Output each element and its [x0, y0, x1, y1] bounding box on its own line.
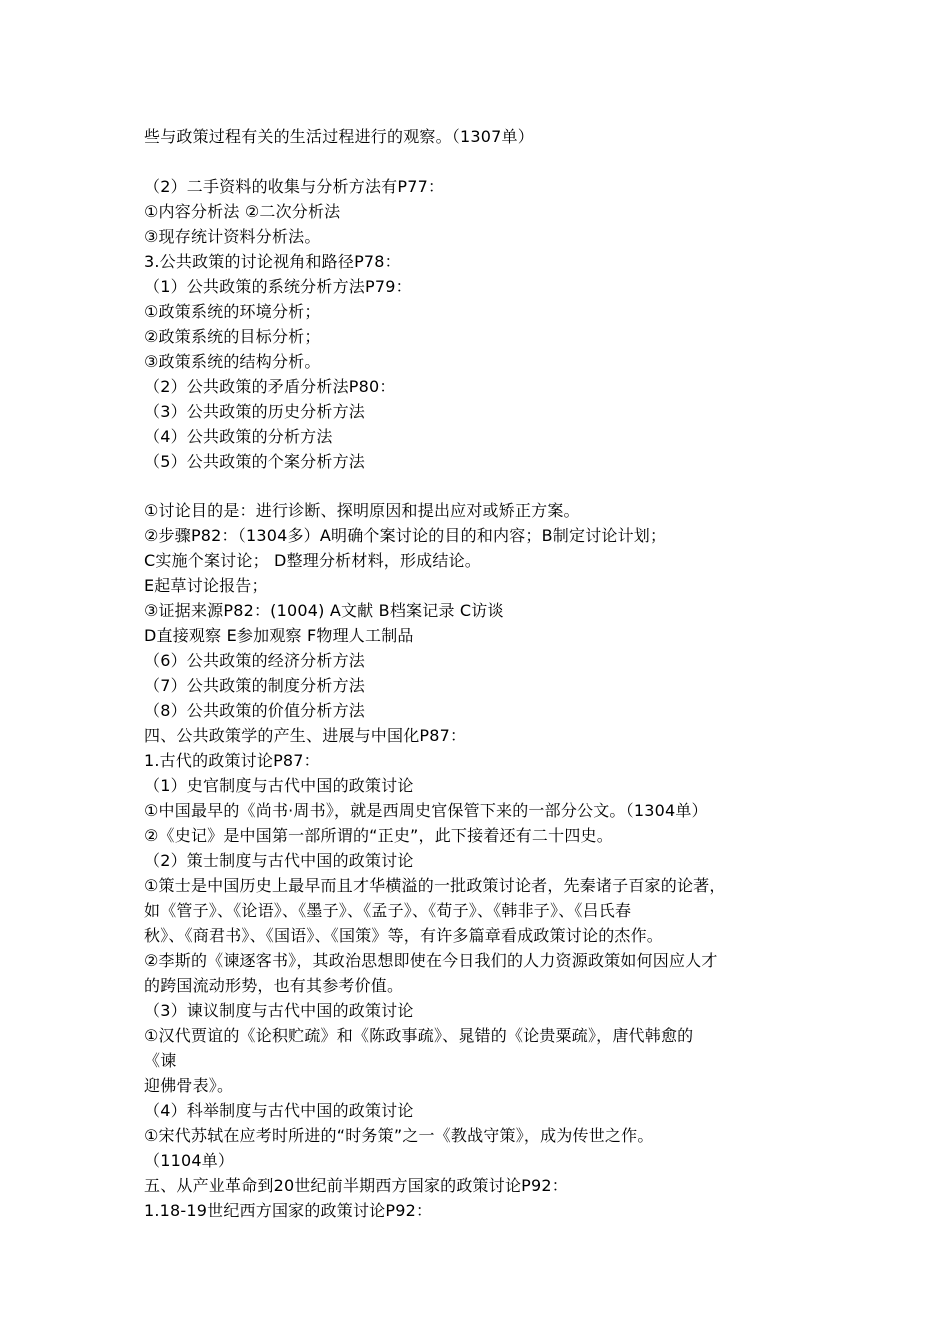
text-line: 3.公共政策的讨论视角和路径P78：	[144, 252, 401, 271]
text-line: （2）二手资料的收集与分析方法有P77：	[144, 177, 445, 196]
text-line: E起草讨论报告；	[144, 576, 268, 595]
text-line: （8）公共政策的价值分析方法	[144, 701, 365, 720]
text-line: ①讨论目的是：进行诊断、探明原因和提出应对或矫正方案。	[144, 501, 580, 520]
text-line: （2）策士制度与古代中国的政策讨论	[144, 851, 414, 870]
text-line: 1.18-19世纪西方国家的政策讨论P92：	[144, 1201, 433, 1220]
text-line: （1104单）	[144, 1151, 235, 1170]
text-line: （1）公共政策的系统分析方法P79：	[144, 277, 412, 296]
text-line: ③现存统计资料分析法。	[144, 227, 321, 246]
text-line: ③证据来源P82：(1004) A文献 B档案记录 C访谈	[144, 601, 504, 620]
text-line: 的跨国流动形势，也有其参考价值。	[144, 976, 404, 995]
text-line: （1）史官制度与古代中国的政策讨论	[144, 776, 414, 795]
text-line: 四、公共政策学的产生、进展与中国化P87：	[144, 726, 467, 745]
text-line: （4）公共政策的分析方法	[144, 427, 333, 446]
text-line: （2）公共政策的矛盾分析法P80：	[144, 377, 396, 396]
text-line: C实施个案讨论； D整理分析材料，形成结论。	[144, 551, 481, 570]
text-line: 五、从产业革命到20世纪前半期西方国家的政策讨论P92：	[144, 1176, 568, 1195]
text-line: ③政策系统的结构分析。	[144, 352, 321, 371]
text-line: （6）公共政策的经济分析方法	[144, 651, 365, 670]
text-line: 迎佛骨表》。	[144, 1076, 234, 1095]
text-line: 如《管子》、《论语》、《墨子》、《孟子》、《荀子》、《韩非子》、《吕氏春	[144, 901, 632, 920]
text-line: （7）公共政策的制度分析方法	[144, 676, 365, 695]
text-line: ①宋代苏轼在应考时所进的“时务策”之一《教战守策》，成为传世之作。	[144, 1126, 654, 1145]
text-line: ②李斯的《谏逐客书》，其政治思想即使在今日我们的人力资源政策如何因应人才	[144, 951, 718, 970]
text-line: ①政策系统的环境分析；	[144, 302, 321, 321]
text-line: （3）谏议制度与古代中国的政策讨论	[144, 1001, 414, 1020]
text-line: ①内容分析法 ②二次分析法	[144, 202, 341, 221]
text-line: ①汉代贾谊的《论积贮疏》和《陈政事疏》、晁错的《论贵粟疏》，唐代韩愈的	[144, 1026, 694, 1045]
text-line: 1.古代的政策讨论P87：	[144, 751, 320, 770]
text-line: ②步骤P82：（1304多）A明确个案讨论的目的和内容；B制定讨论计划；	[144, 526, 667, 545]
text-line: ②政策系统的目标分析；	[144, 327, 321, 346]
text-line: （5）公共政策的个案分析方法	[144, 452, 365, 471]
text-line: ①策士是中国历史上最早而且才华横溢的一批政策讨论者，先秦诸子百家的论著，	[144, 876, 726, 895]
text-line: （3）公共政策的历史分析方法	[144, 402, 365, 421]
text-line: ①中国最早的《尚书·周书》，就是西周史官保管下来的一部分公文。（1304单）	[144, 801, 708, 820]
text-line: （4）科举制度与古代中国的政策讨论	[144, 1101, 414, 1120]
text-line: D直接观察 E参加观察 F物理人工制品	[144, 626, 414, 645]
text-line: 《谏	[144, 1051, 177, 1070]
text-line: 些与政策过程有关的生活过程进行的观察。（1307单）	[144, 127, 534, 146]
text-line: ②《史记》是中国第一部所谓的“正史”，此下接着还有二十四史。	[144, 826, 613, 845]
text-line: 秋》、《商君书》、《国语》、《国策》等，有许多篇章看成政策讨论的杰作。	[144, 926, 664, 945]
